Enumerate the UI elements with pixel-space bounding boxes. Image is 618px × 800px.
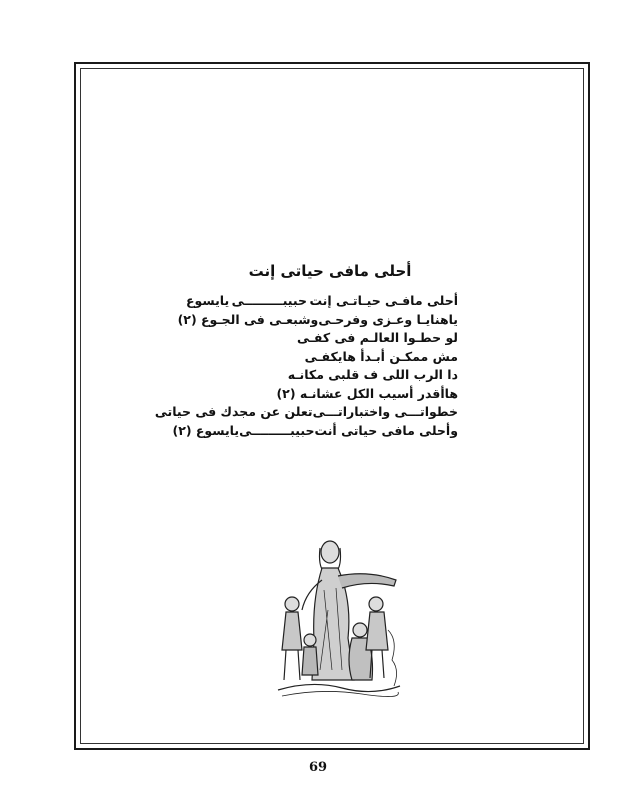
lyric-line [186,366,458,385]
jesus-with-children-illustration [272,530,404,700]
lyric-line [177,311,458,330]
lyric-line [186,385,458,404]
lyric-part: يايسوع [186,293,230,308]
lyric-part: حبيبـــــــــى [239,422,315,438]
lyric-line [154,403,458,422]
lyric-part: وأحلى مافى حياتى أنت [314,422,458,438]
lyric-part: خطواتـــى واختباراتـــى [312,404,458,419]
lyric-part: دا الرب اللى ف قلبى مكانـه [287,367,458,382]
lyric-part: وشبعـى فى الجـوع (٢) [177,311,319,327]
lyric-line [186,348,458,367]
song-title: أحلى مافى حياتى إنت [248,262,412,280]
lyric-part: حبيبـــــــــى [231,293,308,308]
lyric-part: تعلن عن مجدك فى حياتى [154,404,313,419]
lyrics-block [154,292,458,440]
lyric-part: لو حطـوا العالـم فى كفـى [296,330,458,345]
page-number: 69 [309,760,328,775]
lyric-part: هاأقدر أسيب الكل عشانـه (٢) [276,385,458,401]
lyric-line [172,422,458,441]
lyric-part: ياهنايـا وعـزى وفرحـى [318,311,458,327]
lyric-part: يايسوع (٢) [172,422,240,438]
lyric-line [186,292,458,311]
lyric-part: مش ممكـن أبـدأ هايكفـى [304,348,458,364]
lyric-line [186,329,458,348]
lyric-part: أحلى مافـى حيـاتـى إنت [309,293,458,308]
